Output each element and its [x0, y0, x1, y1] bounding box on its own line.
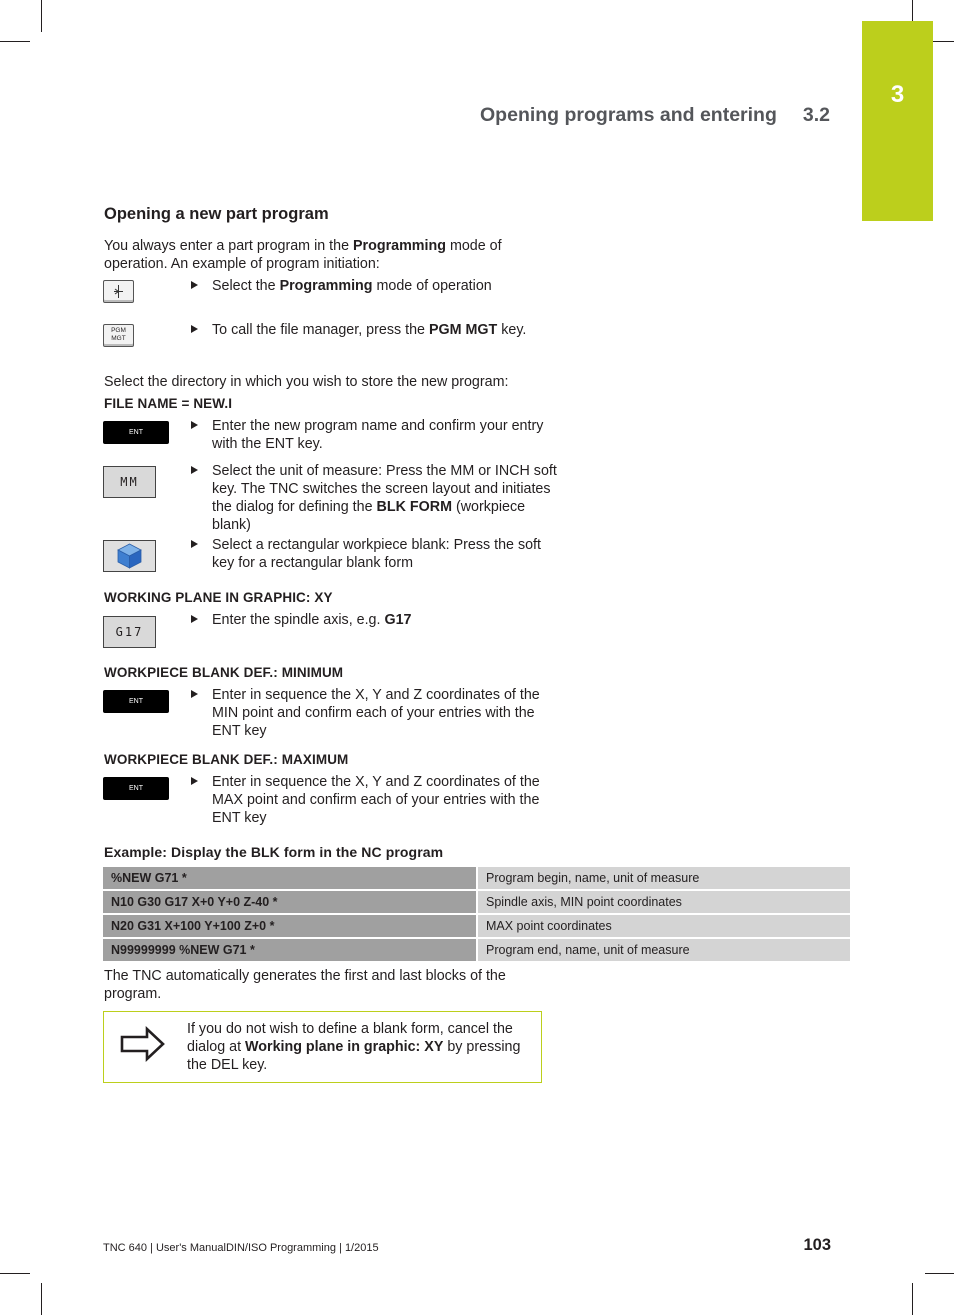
bullet-arrow-icon	[191, 615, 198, 623]
step-max-point: Enter in sequence the X, Y and Z coordinates of the MAX point and confirm each of your entries with the ENT key	[212, 774, 540, 826]
running-header	[480, 104, 830, 127]
page-number: 103	[803, 1236, 831, 1254]
bullet-arrow-icon	[191, 281, 198, 289]
arrow-right-icon	[119, 1026, 167, 1062]
table-row	[103, 891, 850, 913]
intro-paragraph: You always enter a part program in the Programming mode of operation. An example of program initiation:	[104, 238, 502, 272]
table-row	[103, 867, 850, 889]
pgm-mgt-key[interactable]: PGM MGT	[103, 324, 134, 347]
crop-mark	[912, 0, 913, 21]
nc-description: Spindle axis, MIN point coordinates	[476, 891, 850, 913]
blank-min-caption: WORKPIECE BLANK DEF.: MINIMUM	[104, 665, 344, 680]
bullet-arrow-icon	[191, 690, 198, 698]
step-enter-name: Enter the new program name and confirm your entry with the ENT key.	[212, 418, 544, 452]
ent-key[interactable]: ENT	[103, 777, 169, 800]
bullet-arrow-icon	[191, 540, 198, 548]
example-title: Example: Display the BLK form in the NC program	[104, 844, 444, 860]
chapter-number: 3	[890, 81, 905, 108]
step-min-point: Enter in sequence the X, Y and Z coordinates of the MIN point and confirm each of your entries with the ENT key	[212, 687, 540, 739]
nc-code: N99999999 %NEW G71 *	[103, 939, 476, 961]
header-title: Opening programs and entering	[480, 104, 777, 126]
mm-soft-key[interactable]: MM	[103, 466, 156, 498]
working-plane-caption: WORKING PLANE IN GRAPHIC: XY	[104, 590, 333, 605]
nc-description: Program end, name, unit of measure	[476, 939, 850, 961]
crop-mark	[925, 1273, 954, 1274]
nc-code: N20 G31 X+100 Y+100 Z+0 *	[103, 915, 476, 937]
crop-mark	[41, 1283, 42, 1315]
programming-mode-icon	[104, 281, 133, 302]
bullet-arrow-icon	[191, 325, 198, 333]
step-pgm-mgt: To call the file manager, press the PGM MGT key.	[191, 321, 564, 339]
table-row	[103, 939, 850, 961]
programming-mode-key[interactable]	[103, 280, 134, 303]
auto-generate-text: The TNC automatically generates the first and last blocks of the program.	[104, 968, 506, 1002]
cube-icon	[104, 541, 155, 571]
section-heading: Opening a new part program	[104, 205, 329, 223]
nc-description: Program begin, name, unit of measure	[476, 867, 850, 889]
file-name-caption: FILE NAME = NEW.I	[104, 396, 233, 411]
crop-mark	[0, 41, 30, 42]
g17-soft-key[interactable]: G17	[103, 616, 156, 648]
nc-description: MAX point coordinates	[476, 915, 850, 937]
bullet-arrow-icon	[191, 777, 198, 785]
chapter-tab	[862, 21, 933, 221]
crop-mark	[41, 0, 42, 32]
blank-max-caption: WORKPIECE BLANK DEF.: MAXIMUM	[104, 752, 349, 767]
crop-mark	[0, 1273, 30, 1274]
step-select-programming: Select the Programming mode of operation	[191, 277, 564, 295]
rectangular-blank-soft-key[interactable]	[103, 540, 156, 572]
step-spindle-axis: Enter the spindle axis, e.g. G17	[191, 611, 564, 629]
nc-program-table	[103, 865, 850, 963]
step-unit-of-measure: Select the unit of measure: Press the MM or INCH soft key. The TNC switches the screen layout and initiates the dialog for defining the BLK FORM (workpiece blank)	[191, 462, 564, 534]
bullet-arrow-icon	[191, 466, 198, 474]
header-section: 3.2	[802, 104, 830, 126]
bullet-arrow-icon	[191, 421, 198, 429]
table-row	[103, 915, 850, 937]
ent-key[interactable]: ENT	[103, 421, 169, 444]
note-box	[103, 1011, 542, 1083]
note-text: If you do not wish to define a blank form, cancel the dialog at Working plane in graphic: XY by pressing the DEL key.	[187, 1021, 521, 1073]
crop-mark	[912, 1283, 913, 1315]
nc-code: %NEW G71 *	[103, 867, 476, 889]
ent-key[interactable]: ENT	[103, 690, 169, 713]
step-rectangular-blank: Select a rectangular workpiece blank: Press the soft key for a rectangular blank form	[212, 537, 541, 571]
select-directory-text: Select the directory in which you wish to store the new program:	[104, 374, 509, 390]
footer-text: TNC 640 | User's ManualDIN/ISO Programming | 1/2015	[103, 1242, 379, 1254]
nc-code: N10 G30 G17 X+0 Y+0 Z-40 *	[103, 891, 476, 913]
